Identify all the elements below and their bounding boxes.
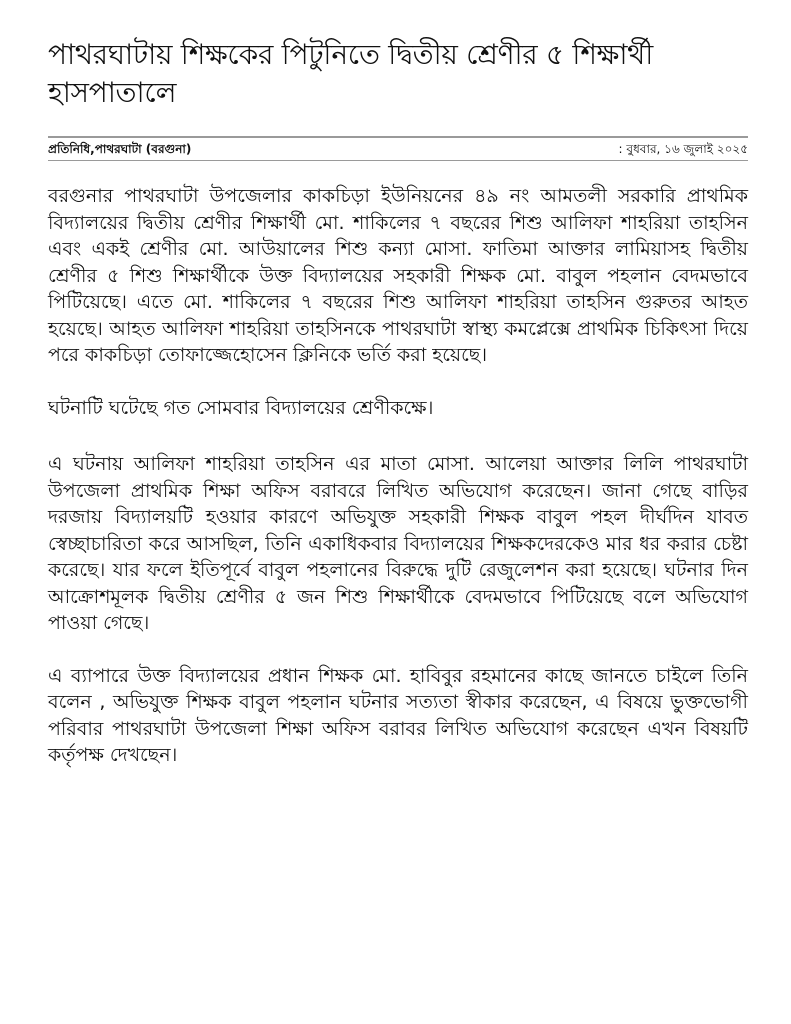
news-article [48, 36, 748, 795]
article-body [48, 183, 748, 769]
byline-bar [48, 138, 748, 160]
paragraph: ঘটনাটি ঘটেছে গত সোমবার বিদ্যালয়ের শ্রেণীকক্ষে। [48, 396, 434, 419]
paragraph: এ ব্যাপারে উক্ত বিদ্যালয়ের প্রধান শিক্ষক মো. হাবিবুর রহমানের কাছে জানতে চাইলে তিনি বলেন , অভিযুক্ত শিক্ষক বাবুল পহলান ঘটনার সত্যতা স্বীকার করেছেন, এ বিষয়ে ভুক্তভোগী পরিবার পাথরঘাটা উপজেলা শিক্ষা অফিস বরাবর লিখিত অভিযোগ করেছেন এখন বিষয়টি কর্তৃপক্ষ দেখছেন। [48, 664, 748, 766]
paragraph: এ ঘটনায় আলিফা শাহরিয়া তাহসিন এর মাতা মোসা. আলেয়া আক্তার লিলি পাথরঘাটা উপজেলা প্রাথমিক শিক্ষা অফিস বরাবরে লিখিত অভিযোগ করেছেন। জানা গেছে বাড়ির দরজায় বিদ্যালয়টি হওয়ার কারণে অভিযুক্ত সহকারী শিক্ষক বাবুল পহল দীর্ঘদিন যাবত স্বেচ্ছাচারিতা করে আসছিল, তিনি একাধিকবার বিদ্যালয়ের শিক্ষকদেরকেও মার ধর করার চেষ্টা করেছে। যার ফলে ইতিপূর্বে বাবুল পহলানের বিরুদ্ধে দুটি রেজুলেশন করা হয়েছে। ঘটনার দিন আক্রোশমূলক দ্বিতীয় শ্রেণীর ৫ জন শিশু শিক্ষার্থীকে বেদমভাবে পিটিয়েছে বলে অভিযোগ পাওয়া গেছে। [48, 453, 748, 634]
bottom-divider [48, 160, 748, 161]
publish-date: : বুধবার, ১৬ জুলাই ২০২৫ [618, 142, 748, 156]
headline: পাথরঘাটায় শিক্ষকের পিটুনিতে দ্বিতীয় শ্রেণীর ৫ শিক্ষার্থী হাসপাতালে [48, 38, 654, 109]
paragraph: বরগুনার পাথরঘাটা উপজেলার কাকচিড়া ইউনিয়নের ৪৯ নং আমতলী সরকারি প্রাথমিক বিদ্যালয়ের দ্বিতীয় শ্রেণীর শিক্ষার্থী মো. শাকিলের ৭ বছরের শিশু আলিফা শাহরিয়া তাহসিন এবং একই শ্রেণীর মো. আউয়ালের শিশু কন্যা মোসা. ফাতিমা আক্তার লামিয়াসহ দ্বিতীয় শ্রেণীর ৫ শিশু শিক্ষার্থীকে উক্ত বিদ্যালয়ের সহকারী শিক্ষক মো. বাবুল পহলান বেদমভাবে পিটিয়েছে। এতে মো. শাকিলের ৭ বছরের শিশু আলিফা শাহরিয়া তাহসিন গুরুতর আহত হয়েছে। আহত আলিফা শাহরিয়া তাহসিনকে পাথরঘাটা স্বাস্থ্য কমপ্লেক্সে প্রাথমিক চিকিৎসা দিয়ে পরে কাকচিড়া তোফাজ্জেহোসেন ক্লিনিকে ভর্তি করা হয়েছে। [48, 185, 748, 366]
reporter-byline: প্রতিনিধি,পাথরঘাটা (বরগুনা) [48, 142, 192, 156]
